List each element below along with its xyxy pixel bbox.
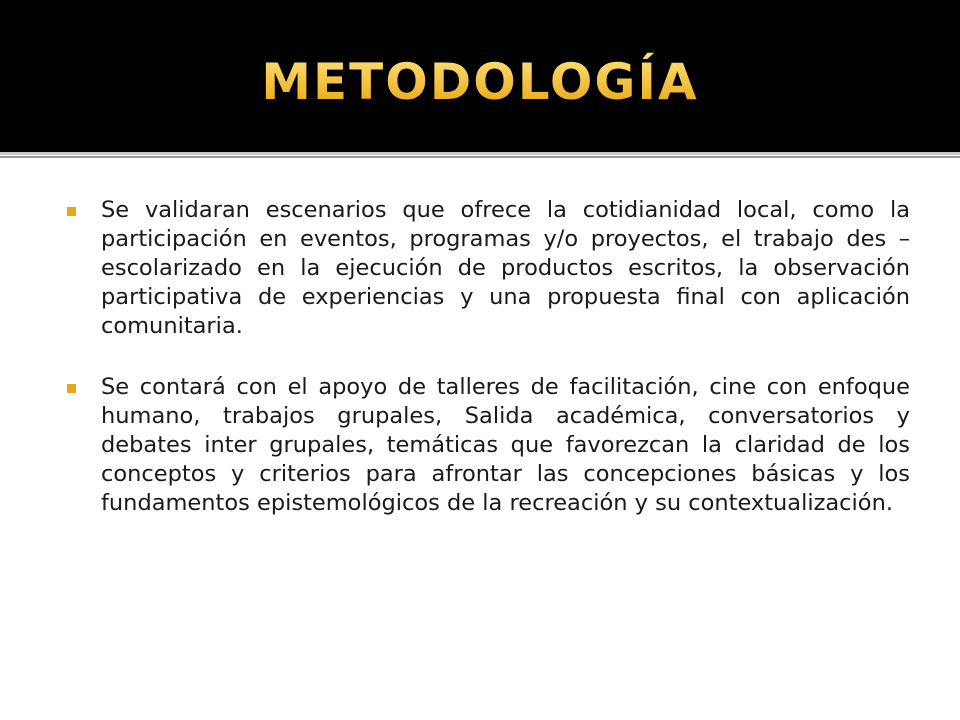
bullet-text: Se validaran escenarios que ofrece la cotidianidad local, como la participación en eventos, programas y/o proyectos, el trabajo des – escolarizado en la ejecución de productos escritos, la observación participativa de experiencias y una propuesta final con aplicación comunitaria. [101, 197, 910, 339]
bullet-item [64, 373, 910, 518]
header-divider-line [0, 152, 960, 155]
square-bullet-icon [67, 384, 76, 393]
header-divider-shadow-line [0, 156, 960, 158]
bullet-list [64, 196, 910, 550]
bullet-item [64, 196, 910, 341]
bullet-text: Se contará con el apoyo de talleres de facilitación, cine con enfoque humano, trabajos grupales, Salida académica, conversatorios y debates inter grupales, temáticas que favorezcan la claridad de los conceptos y criterios para afrontar las concepciones básicas y los fundamentos epistemológicos de la recreación y su contextualización. [101, 374, 910, 516]
square-bullet-icon [67, 207, 76, 216]
slide-title: METODOLOGÍA [0, 50, 960, 114]
title-banner [0, 0, 960, 152]
